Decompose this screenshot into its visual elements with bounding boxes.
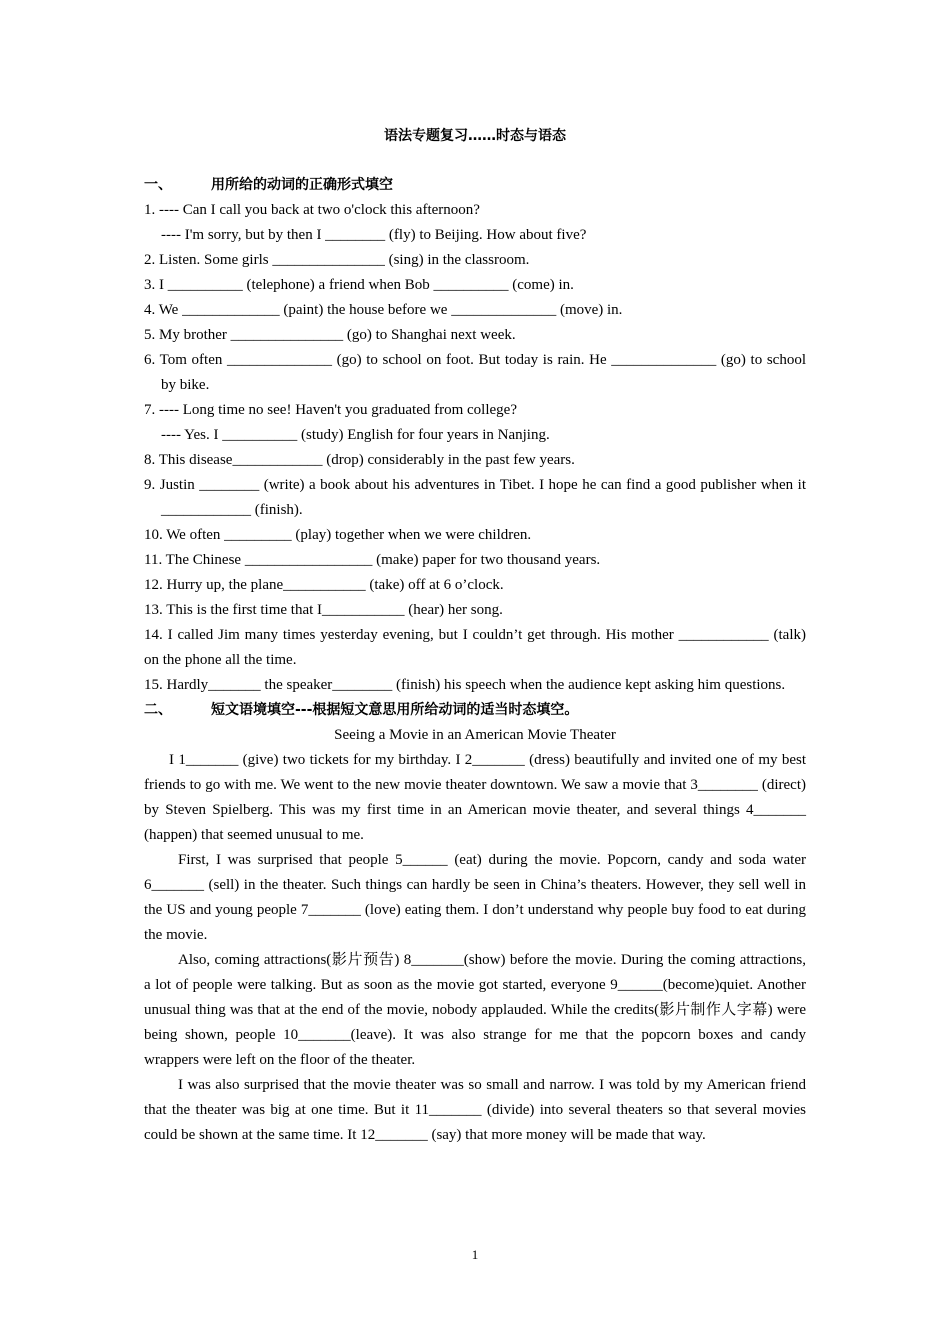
question-5: 5. My brother _______________ (go) to Shanghai next week.: [144, 327, 516, 343]
section-2-title: 短文语境填空---根据短文意思用所给动词的适当时态填空。: [211, 702, 579, 718]
section-2-heading: [144, 698, 806, 723]
question-12: 12. Hurry up, the plane___________ (take) off at 6 o’clock.: [144, 577, 504, 593]
section-1-heading: [144, 173, 806, 198]
passage-paragraph-4: I was also surprised that the movie theater was so small and narrow. I was told by my American friend that the theater was big at one time. But it 11_______ (divide) into several theaters so that several movies could be shown at the same time. It 12_______ (say) that more money will be made that way.: [144, 1077, 806, 1143]
section-2-number: 二、: [144, 702, 172, 718]
section-1-title: 用所给的动词的正确形式填空: [211, 177, 393, 193]
question-1: 1. ---- Can I call you back at two o'clock this afternoon?: [144, 202, 480, 218]
question-3: 3. I __________ (telephone) a friend when Bob __________ (come) in.: [144, 277, 574, 293]
question-8: 8. This disease____________ (drop) considerably in the past few years.: [144, 452, 575, 468]
passage-title: Seeing a Movie in an American Movie Theater: [334, 727, 616, 743]
question-1-reply: ---- I'm sorry, but by then I ________ (fly) to Beijing. How about five?: [161, 227, 587, 243]
question-7-reply: ---- Yes. I __________ (study) English for four years in Nanjing.: [161, 427, 550, 443]
document-page: [144, 124, 806, 1148]
passage-paragraph-2: First, I was surprised that people 5______ (eat) during the movie. Popcorn, candy and soda water 6_______ (sell) in the theater. Such things can hardly be seen in China’s theaters. However, they sell well in the US and young people 7_______ (love) eating them. I don’t understand why people buy food to eat during the movie.: [144, 852, 806, 943]
question-4: 4. We _____________ (paint) the house before we ______________ (move) in.: [144, 302, 623, 318]
page-number: 1: [471, 1247, 479, 1262]
question-2: 2. Listen. Some girls _______________ (sing) in the classroom.: [144, 252, 530, 268]
passage-paragraph-1: I 1_______ (give) two tickets for my birthday. I 2_______ (dress) beautifully and invited one of my best friends to go with me. We went to the new movie theater downtown. We saw a movie that 3________ (direct) by Steven Spielberg. This was my first time in an American movie theater, and several things 4_______ (happen) that seemed unusual to me.: [144, 752, 806, 843]
question-9: 9. Justin ________ (write) a book about his adventures in Tibet. I hope he can find a good publisher when it ____________ (finish).: [144, 477, 806, 518]
question-10: 10. We often _________ (play) together when we were children.: [144, 527, 532, 543]
passage-paragraph-3: Also, coming attractions(影片预告) 8_______(show) before the movie. During the coming attractions, a lot of people were talking. But as soon as the movie got started, everyone 9______(become)quiet. Another unusual thing was that at the end of the movie, nobody applauded. While the credits(影片制作人字幕) were being shown, people 10_______(leave). It was also strange for me that the popcorn boxes and candy wrappers were left on the floor of the theater.: [144, 952, 806, 1068]
question-6: 6. Tom often ______________ (go) to school on foot. But today is rain. He ______________ (go) to school by bike.: [144, 352, 806, 393]
question-7: 7. ---- Long time no see! Haven't you graduated from college?: [144, 402, 517, 418]
question-14: 14. I called Jim many times yesterday evening, but I couldn’t get through. His mother ____________ (talk) on the phone all the time.: [144, 627, 806, 668]
question-11: 11. The Chinese _________________ (make) paper for two thousand years.: [144, 552, 601, 568]
question-15: 15. Hardly_______ the speaker________ (finish) his speech when the audience kept asking him questions.: [144, 677, 786, 693]
page-title: 语法专题复习……时态与语态: [384, 128, 566, 144]
question-13: 13. This is the first time that I___________ (hear) her song.: [144, 602, 503, 618]
section-1-number: 一、: [144, 177, 172, 193]
